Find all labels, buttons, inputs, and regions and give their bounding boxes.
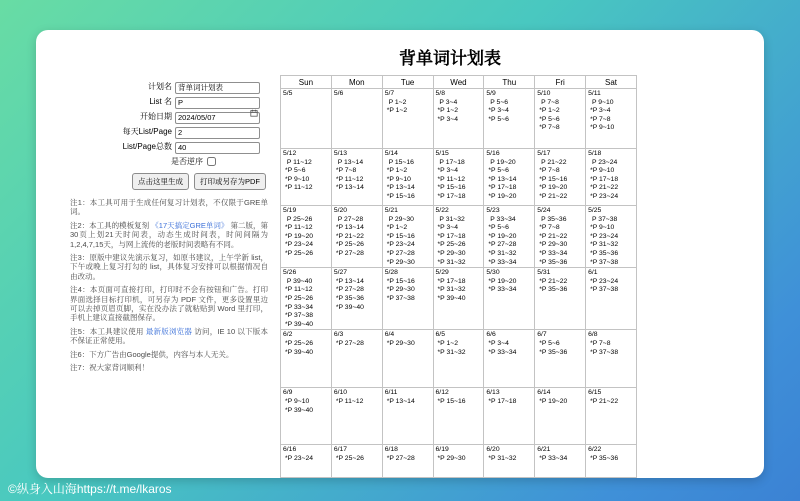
form-row <box>70 140 268 152</box>
page-range: *P 27~28 <box>335 286 364 294</box>
page-range: *P 27~28 <box>386 249 415 257</box>
cell-date: 5/28 <box>384 269 398 277</box>
page-range: *P 1~2 <box>437 107 459 115</box>
page-range: *P 9~10 <box>590 124 615 132</box>
page-range: *P 25~26 <box>335 241 364 249</box>
page-range: *P 7~8 <box>335 167 357 175</box>
page-range: *P 33~34 <box>539 249 568 257</box>
page-range: P 29~30 <box>386 215 414 223</box>
calendar-week-row <box>281 89 637 149</box>
day-header: Wed <box>433 76 484 89</box>
page-range: *P 15~16 <box>386 277 415 285</box>
page-range: *P 3~4 <box>437 224 459 232</box>
page-range: *P 35~36 <box>539 348 568 356</box>
page-range: *P 7~8 <box>590 339 611 347</box>
page-range: *P 39~40 <box>437 294 466 302</box>
cell-date: 5/6 <box>333 90 344 97</box>
cell-date: 5/30 <box>486 269 500 277</box>
page-range: *P 3~4 <box>488 339 509 347</box>
calendar-cell <box>331 89 382 149</box>
day-header: Mon <box>331 76 382 89</box>
note-item <box>70 350 268 359</box>
calendar-cell <box>433 268 484 330</box>
page-range: *P 15~16 <box>539 175 568 183</box>
page-range: *P 5~6 <box>539 115 560 123</box>
page-range: *P 17~18 <box>488 184 517 192</box>
page-range: *P 11~12 <box>437 175 466 183</box>
page-range: *P 17~18 <box>488 397 517 405</box>
page-range: *P 35~36 <box>539 286 568 294</box>
page-range: *P 27~28 <box>488 241 517 249</box>
calendar-week-row <box>281 206 637 268</box>
cell-date: 6/14 <box>537 389 551 397</box>
page-range: *P 31~32 <box>437 286 466 294</box>
calendar-cell <box>331 445 382 478</box>
field-label: List/Page总数 <box>122 141 172 151</box>
calendar-cell <box>586 149 637 206</box>
page-range: *P 39~40 <box>335 303 364 311</box>
calendar-cell <box>331 149 382 206</box>
day-header: Tue <box>382 76 433 89</box>
calendar-cell <box>433 388 484 445</box>
calendar-cell <box>484 388 535 445</box>
page-range: *P 13~14 <box>488 175 517 183</box>
page-range: *P 35~36 <box>590 454 619 462</box>
left-panel <box>70 80 268 377</box>
calendar-cell <box>382 330 433 388</box>
cell-date: 5/14 <box>384 150 398 157</box>
note-link[interactable]: 《17天搞定GRE单词》 <box>151 220 229 230</box>
page-range: *P 7~8 <box>539 124 560 132</box>
calendar-cell <box>484 445 535 478</box>
page-range: *P 29~30 <box>386 258 415 266</box>
page-range: *P 23~24 <box>285 241 314 249</box>
page-range: *P 17~18 <box>437 232 466 240</box>
content-card <box>36 30 764 478</box>
page-range: *P 3~4 <box>437 167 459 175</box>
page-range: *P 19~20 <box>488 277 517 285</box>
cell-date: 6/11 <box>384 389 398 397</box>
page-range: P 25~26 <box>285 215 313 223</box>
calendar-cell <box>484 149 535 206</box>
reverse-order-checkbox[interactable] <box>207 157 216 166</box>
calendar-cell <box>484 330 535 388</box>
print-pdf-button[interactable]: 打印或另存为PDF <box>194 173 266 190</box>
calendar-cell <box>281 149 332 206</box>
page-range: *P 33~34 <box>539 454 568 462</box>
calendar-cell <box>281 206 332 268</box>
page-range: *P 11~12 <box>335 397 364 405</box>
page-range: *P 9~10 <box>285 397 310 405</box>
note-item <box>70 198 268 217</box>
cell-date: 6/13 <box>486 389 500 397</box>
page-range: *P 29~30 <box>539 241 568 249</box>
cell-date: 5/24 <box>537 207 551 214</box>
page-range: *P 21~22 <box>539 192 568 200</box>
page-range: *P 17~18 <box>437 192 466 200</box>
page-range: *P 15~16 <box>386 232 415 240</box>
page-range: *P 27~28 <box>335 339 364 347</box>
page-range: *P 23~24 <box>386 241 415 249</box>
page-range: P 1~2 <box>386 98 407 106</box>
page-range: *P 31~32 <box>488 454 517 462</box>
page-range: *P 23~24 <box>590 277 619 285</box>
cell-date: 5/19 <box>283 207 297 214</box>
cell-date: 5/5 <box>283 90 293 97</box>
page-range: *P 7~8 <box>590 115 611 123</box>
cell-date: 5/7 <box>384 90 395 97</box>
page-range: *P 37~38 <box>590 258 619 266</box>
calendar-week-row <box>281 149 637 206</box>
cell-date: 6/1 <box>588 269 598 277</box>
page-range: *P 1~2 <box>437 339 459 347</box>
page-range: *P 13~14 <box>335 184 364 192</box>
page-range: *P 25~26 <box>335 454 364 462</box>
note-text: 注5：本工具建议使用 <box>70 326 146 336</box>
calendar-week-row <box>281 268 637 330</box>
page-range: *P 15~16 <box>437 184 466 192</box>
page-range: *P 19~20 <box>539 184 568 192</box>
note-item <box>70 363 268 372</box>
cell-date: 6/2 <box>283 331 293 339</box>
cell-date: 5/10 <box>537 90 551 97</box>
cell-date: 6/21 <box>537 446 551 454</box>
page-range: P 33~34 <box>488 215 516 223</box>
page-range: *P 23~24 <box>590 232 619 240</box>
calendar-week-row <box>281 388 637 445</box>
calendar-cell <box>586 445 637 478</box>
cell-date: 5/22 <box>435 207 449 214</box>
page-range: P 35~36 <box>539 215 567 223</box>
note-text: 注3：原版中建议先演示复习，如原书建议，上午学新 list，下午或晚上复习打勾的 list，具体复习安排可以根据情况自由改动。 <box>70 253 268 281</box>
page-range: *P 39~40 <box>285 348 314 356</box>
cell-date: 6/8 <box>588 331 598 339</box>
page-range: *P 29~30 <box>386 286 415 294</box>
page-range: *P 35~36 <box>539 258 568 266</box>
page-range: *P 31~32 <box>590 241 619 249</box>
cell-date: 5/13 <box>333 150 348 157</box>
cell-date: 5/15 <box>435 150 449 157</box>
page-range: *P 39~40 <box>285 320 314 328</box>
calendar-cell <box>535 388 586 445</box>
page-range: *P 29~30 <box>437 249 466 257</box>
day-header: Thu <box>484 76 535 89</box>
form-row <box>70 110 268 122</box>
note-text: 注1：本工具可用于生成任何复习计划表，不仅限于GRE单词。 <box>70 198 268 217</box>
page-range: *P 27~28 <box>335 249 364 257</box>
cell-date: 5/31 <box>537 269 551 277</box>
page-range: *P 37~38 <box>386 294 415 302</box>
page-range: *P 21~22 <box>539 232 568 240</box>
calendar-cell <box>433 89 484 149</box>
note-text: 注4：本页面可直接打印，打印时不会有按钮和广告。打印界面选择目标打印机，可另存为 PDF 文件，更多设置里边可以去掉页眉页脚，实在没办法了就粘贴到 Word 里打印，手机上建议直接截图保存。 <box>70 285 268 323</box>
cell-date: 6/19 <box>435 446 449 454</box>
page-range: *P 31~32 <box>488 249 517 257</box>
page-range: *P 25~26 <box>285 339 314 347</box>
page-range: *P 9~10 <box>590 224 615 232</box>
page-range: *P 13~14 <box>386 397 415 405</box>
calendar-week-row <box>281 330 637 388</box>
cell-date: 5/20 <box>333 207 348 214</box>
page-range: *P 19~20 <box>285 232 314 240</box>
page-range: *P 9~10 <box>386 175 411 183</box>
page-range: P 17~18 <box>437 158 465 166</box>
cell-date: 5/11 <box>588 90 601 97</box>
page-range: *P 3~4 <box>488 107 509 115</box>
page-range: P 5~6 <box>488 98 509 106</box>
calendar-cell <box>535 149 586 206</box>
cell-date: 5/26 <box>283 269 297 277</box>
calendar-cell <box>535 330 586 388</box>
page-range: *P 1~2 <box>386 224 408 232</box>
page-range: *P 1~2 <box>539 107 560 115</box>
calendar-cell <box>586 268 637 330</box>
page-range: *P 35~36 <box>590 249 619 257</box>
calendar-cell <box>331 330 382 388</box>
note-text: 注7：祝大家背词顺利！ <box>70 363 150 373</box>
page-range: *P 31~32 <box>437 258 466 266</box>
calendar-cell <box>281 268 332 330</box>
cell-date: 5/9 <box>486 90 496 97</box>
calendar-cell <box>281 89 332 149</box>
reverse-order-row <box>70 156 268 167</box>
page-range: *P 7~8 <box>539 167 560 175</box>
cell-date: 6/3 <box>333 331 344 339</box>
calendar-cell <box>535 206 586 268</box>
cell-date: 5/8 <box>435 90 445 97</box>
calendar-cell <box>484 89 535 149</box>
calendar-cell <box>433 149 484 206</box>
page-range: *P 35~36 <box>335 294 364 302</box>
schedule-table <box>280 75 637 478</box>
note-text: 第二版，第30页上划21天时间表，动态生成时间表，时间间隔为1,2,4,7,15天，与网上流传的老版时间表略有不同。 <box>70 220 268 249</box>
page-range: *P 17~18 <box>590 175 619 183</box>
calendar-cell <box>484 268 535 330</box>
page-range: P 9~10 <box>590 98 614 106</box>
page-range: *P 33~34 <box>285 303 314 311</box>
page-range: *P 5~6 <box>488 167 509 175</box>
cell-date: 5/25 <box>588 207 602 214</box>
note-text: 访问，IE 10 以下版本不保证正常使用。 <box>70 326 268 346</box>
page-range: P 23~24 <box>590 158 618 166</box>
page-range: *P 27~28 <box>386 454 415 462</box>
field-label: 计划名 <box>148 81 172 91</box>
total-lists-field[interactable] <box>175 142 260 154</box>
page-range: *P 11~12 <box>285 184 313 192</box>
cell-date: 6/4 <box>384 331 395 339</box>
page-range: *P 21~22 <box>335 232 364 240</box>
page-range: P 31~32 <box>437 215 465 223</box>
form-buttons <box>132 173 268 190</box>
calendar-cell <box>433 330 484 388</box>
page-range: *P 1~2 <box>386 167 408 175</box>
watermark: ©纵身入山海https://t.me/lkaros <box>8 482 172 496</box>
note-text: 注6：下方广告由Google提供，内容与本人无关。 <box>70 349 234 359</box>
page-range: P 21~22 <box>539 158 567 166</box>
page-range: *P 19~20 <box>488 232 517 240</box>
calendar-cell <box>382 89 433 149</box>
form-row <box>70 95 268 107</box>
calendar-cell <box>382 388 433 445</box>
note-item <box>70 327 268 346</box>
cell-date: 6/6 <box>486 331 496 339</box>
field-label: 每天List/Page <box>122 126 172 136</box>
cell-date: 6/16 <box>283 446 297 454</box>
page-range: *P 11~12 <box>335 175 364 183</box>
calendar-cell <box>281 388 332 445</box>
page-range: *P 25~26 <box>285 294 314 302</box>
checkbox-label: 是否逆序 <box>171 157 203 166</box>
page-range: *P 37~38 <box>590 286 619 294</box>
page-range: P 3~4 <box>437 98 458 106</box>
page-range: *P 1~2 <box>386 107 408 115</box>
day-header: Fri <box>535 76 586 89</box>
day-header: Sun <box>281 76 332 89</box>
page-range: *P 15~16 <box>437 397 466 405</box>
note-item <box>70 285 268 323</box>
day-header: Sat <box>586 76 637 89</box>
calendar-week-row <box>281 445 637 478</box>
calendar-cell <box>586 206 637 268</box>
page-range: *P 31~32 <box>437 348 466 356</box>
field-label: List 名 <box>149 96 172 106</box>
calendar-cell <box>433 445 484 478</box>
page-range: *P 15~16 <box>386 192 415 200</box>
page-range: *P 33~34 <box>488 286 517 294</box>
calendar-cell <box>281 445 332 478</box>
page-range: *P 21~22 <box>539 277 568 285</box>
field-label: 开始日期 <box>140 111 172 121</box>
cell-date: 6/10 <box>333 389 348 397</box>
cell-date: 5/21 <box>384 207 398 214</box>
cell-date: 6/20 <box>486 446 500 454</box>
page-range: *P 19~20 <box>488 192 517 200</box>
calendar-cell <box>281 330 332 388</box>
note-link[interactable]: 最新版浏览器 <box>145 326 193 336</box>
page-range: P 11~12 <box>285 158 312 166</box>
page-range: *P 23~24 <box>285 454 314 462</box>
page-range: *P 25~26 <box>285 249 314 257</box>
page-range: *P 19~20 <box>539 397 568 405</box>
page-range: *P 7~8 <box>539 224 560 232</box>
calendar-cell <box>331 388 382 445</box>
page-range: P 39~40 <box>285 277 313 285</box>
page-range: *P 13~14 <box>386 184 415 192</box>
page-range: *P 39~40 <box>285 406 314 414</box>
page-range: *P 23~24 <box>590 192 619 200</box>
form-row <box>70 80 268 92</box>
calendar-cell <box>382 206 433 268</box>
page-range: *P 5~6 <box>539 339 560 347</box>
calendar-cell <box>586 89 637 149</box>
cell-date: 5/17 <box>537 150 551 157</box>
page-range: *P 5~6 <box>285 167 306 175</box>
calendar-icon[interactable] <box>250 109 258 117</box>
calendar-cell <box>331 206 382 268</box>
cell-date: 6/12 <box>435 389 449 397</box>
calendar-cell <box>535 89 586 149</box>
page-range: *P 21~22 <box>590 397 619 405</box>
calendar-cell <box>586 388 637 445</box>
cell-date: 5/27 <box>333 269 348 277</box>
page-range: *P 37~38 <box>285 312 314 320</box>
cell-date: 6/9 <box>283 389 293 397</box>
page-range: *P 5~6 <box>488 224 509 232</box>
cell-date: 6/5 <box>435 331 445 339</box>
page-range: *P 29~30 <box>386 339 415 347</box>
calendar-cell <box>433 206 484 268</box>
page-range: P 7~8 <box>539 98 559 106</box>
page-range: P 13~14 <box>335 158 364 166</box>
page-range: *P 13~14 <box>335 277 364 285</box>
page-range: *P 3~4 <box>590 107 611 115</box>
cell-date: 5/12 <box>283 150 297 157</box>
cell-date: 5/29 <box>435 269 449 277</box>
cell-date: 5/16 <box>486 150 500 157</box>
page-range: *P 37~38 <box>590 348 619 356</box>
page-range: *P 3~4 <box>437 115 459 123</box>
calendar-cell <box>535 268 586 330</box>
page-range: *P 13~14 <box>335 224 364 232</box>
calendar-cell <box>382 149 433 206</box>
cell-date: 6/22 <box>588 446 602 454</box>
page-range: *P 17~18 <box>437 277 466 285</box>
page-range: P 19~20 <box>488 158 516 166</box>
cell-date: 5/18 <box>588 150 602 157</box>
page-range: P 15~16 <box>386 158 414 166</box>
cell-date: 6/17 <box>333 446 348 454</box>
form-row <box>70 125 268 137</box>
page-range: *P 9~10 <box>285 175 310 183</box>
note-item <box>70 221 268 249</box>
cell-date: 5/23 <box>486 207 500 214</box>
calendar-cell <box>382 268 433 330</box>
note-text: 注2：本工具的模板复刻 <box>70 220 152 230</box>
page-range: *P 21~22 <box>590 184 619 192</box>
plan-form <box>70 80 268 152</box>
schedule-calendar <box>280 75 637 478</box>
page-range: *P 11~12 <box>285 224 313 232</box>
page-range: *P 29~30 <box>437 454 466 462</box>
page-range: *P 11~12 <box>285 286 313 294</box>
page-range: *P 5~6 <box>488 115 509 123</box>
generate-button[interactable]: 点击这里生成 <box>132 173 189 190</box>
calendar-cell <box>382 445 433 478</box>
calendar-cell <box>331 268 382 330</box>
note-item <box>70 253 268 281</box>
page-title: 背单词计划表 <box>399 49 501 68</box>
calendar-cell <box>586 330 637 388</box>
page-range: *P 9~10 <box>590 167 615 175</box>
page-range: P 37~38 <box>590 215 618 223</box>
page-range: *P 33~34 <box>488 258 517 266</box>
notes-section <box>70 198 268 373</box>
page-range: P 27~28 <box>335 215 364 223</box>
cell-date: 6/7 <box>537 331 547 339</box>
calendar-cell <box>484 206 535 268</box>
cell-date: 6/15 <box>588 389 602 397</box>
calendar-cell <box>535 445 586 478</box>
page-range: *P 25~26 <box>437 241 466 249</box>
cell-date: 6/18 <box>384 446 398 454</box>
page-range: *P 33~34 <box>488 348 517 356</box>
